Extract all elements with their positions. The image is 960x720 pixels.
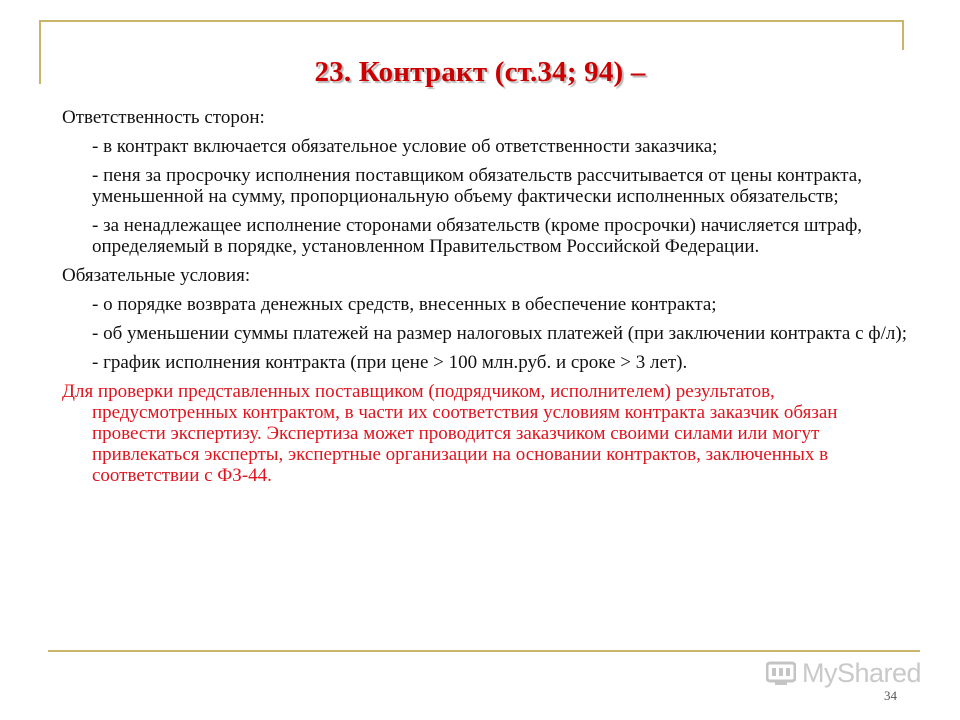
list-item: - пеня за просрочку исполнения поставщиком обязательств рассчитывается от цены контракта, уменьшенной на сумму, пропорциональную объему фактически исполненных обязательств; — [92, 165, 862, 207]
expertise-paragraph: Для проверки представленных поставщиком (подрядчиком, исполнителем) результатов, предусмотренных контрактом, в части их соответствия условиям контракта заказчик обязан провести экспертизу. Экспертиза может проводится заказчиком своими силами или могут привлекаться эксперты, экспертные организации на основании контрактов, заключенных в соответствии с ФЗ-44. — [62, 381, 838, 486]
section-heading-responsibility: Ответственность сторон: — [62, 107, 265, 128]
watermark-brand-text: MyShared — [802, 657, 922, 688]
slide-body — [62, 107, 912, 494]
frame-right-line — [902, 20, 904, 50]
myshared-watermark — [766, 656, 921, 690]
frame-top-line — [40, 20, 904, 22]
page-number: 34 — [884, 688, 897, 703]
list-item: - о порядке возврата денежных средств, внесенных в обеспечение контракта; — [92, 294, 717, 315]
slide-title: 23. Контракт (ст.34; 94) – — [314, 56, 646, 88]
list-item: - в контракт включается обязательное условие об ответственности заказчика; — [92, 136, 718, 157]
list-item: - график исполнения контракта (при цене > 100 млн.руб. и сроке > 3 лет). — [92, 352, 688, 373]
frame-bottom-line — [48, 650, 920, 652]
myshared-logo-icon — [766, 660, 796, 686]
list-item: - об уменьшении суммы платежей на размер налоговых платежей (при заключении контракта с ф/л); — [92, 323, 907, 344]
section-heading-mandatory-conditions: Обязательные условия: — [62, 265, 251, 286]
list-item: - за ненадлежащее исполнение сторонами обязательств (кроме просрочки) начисляется штраф, определяемый в порядке, установленном Правительством Российской Федерации. — [92, 215, 863, 257]
